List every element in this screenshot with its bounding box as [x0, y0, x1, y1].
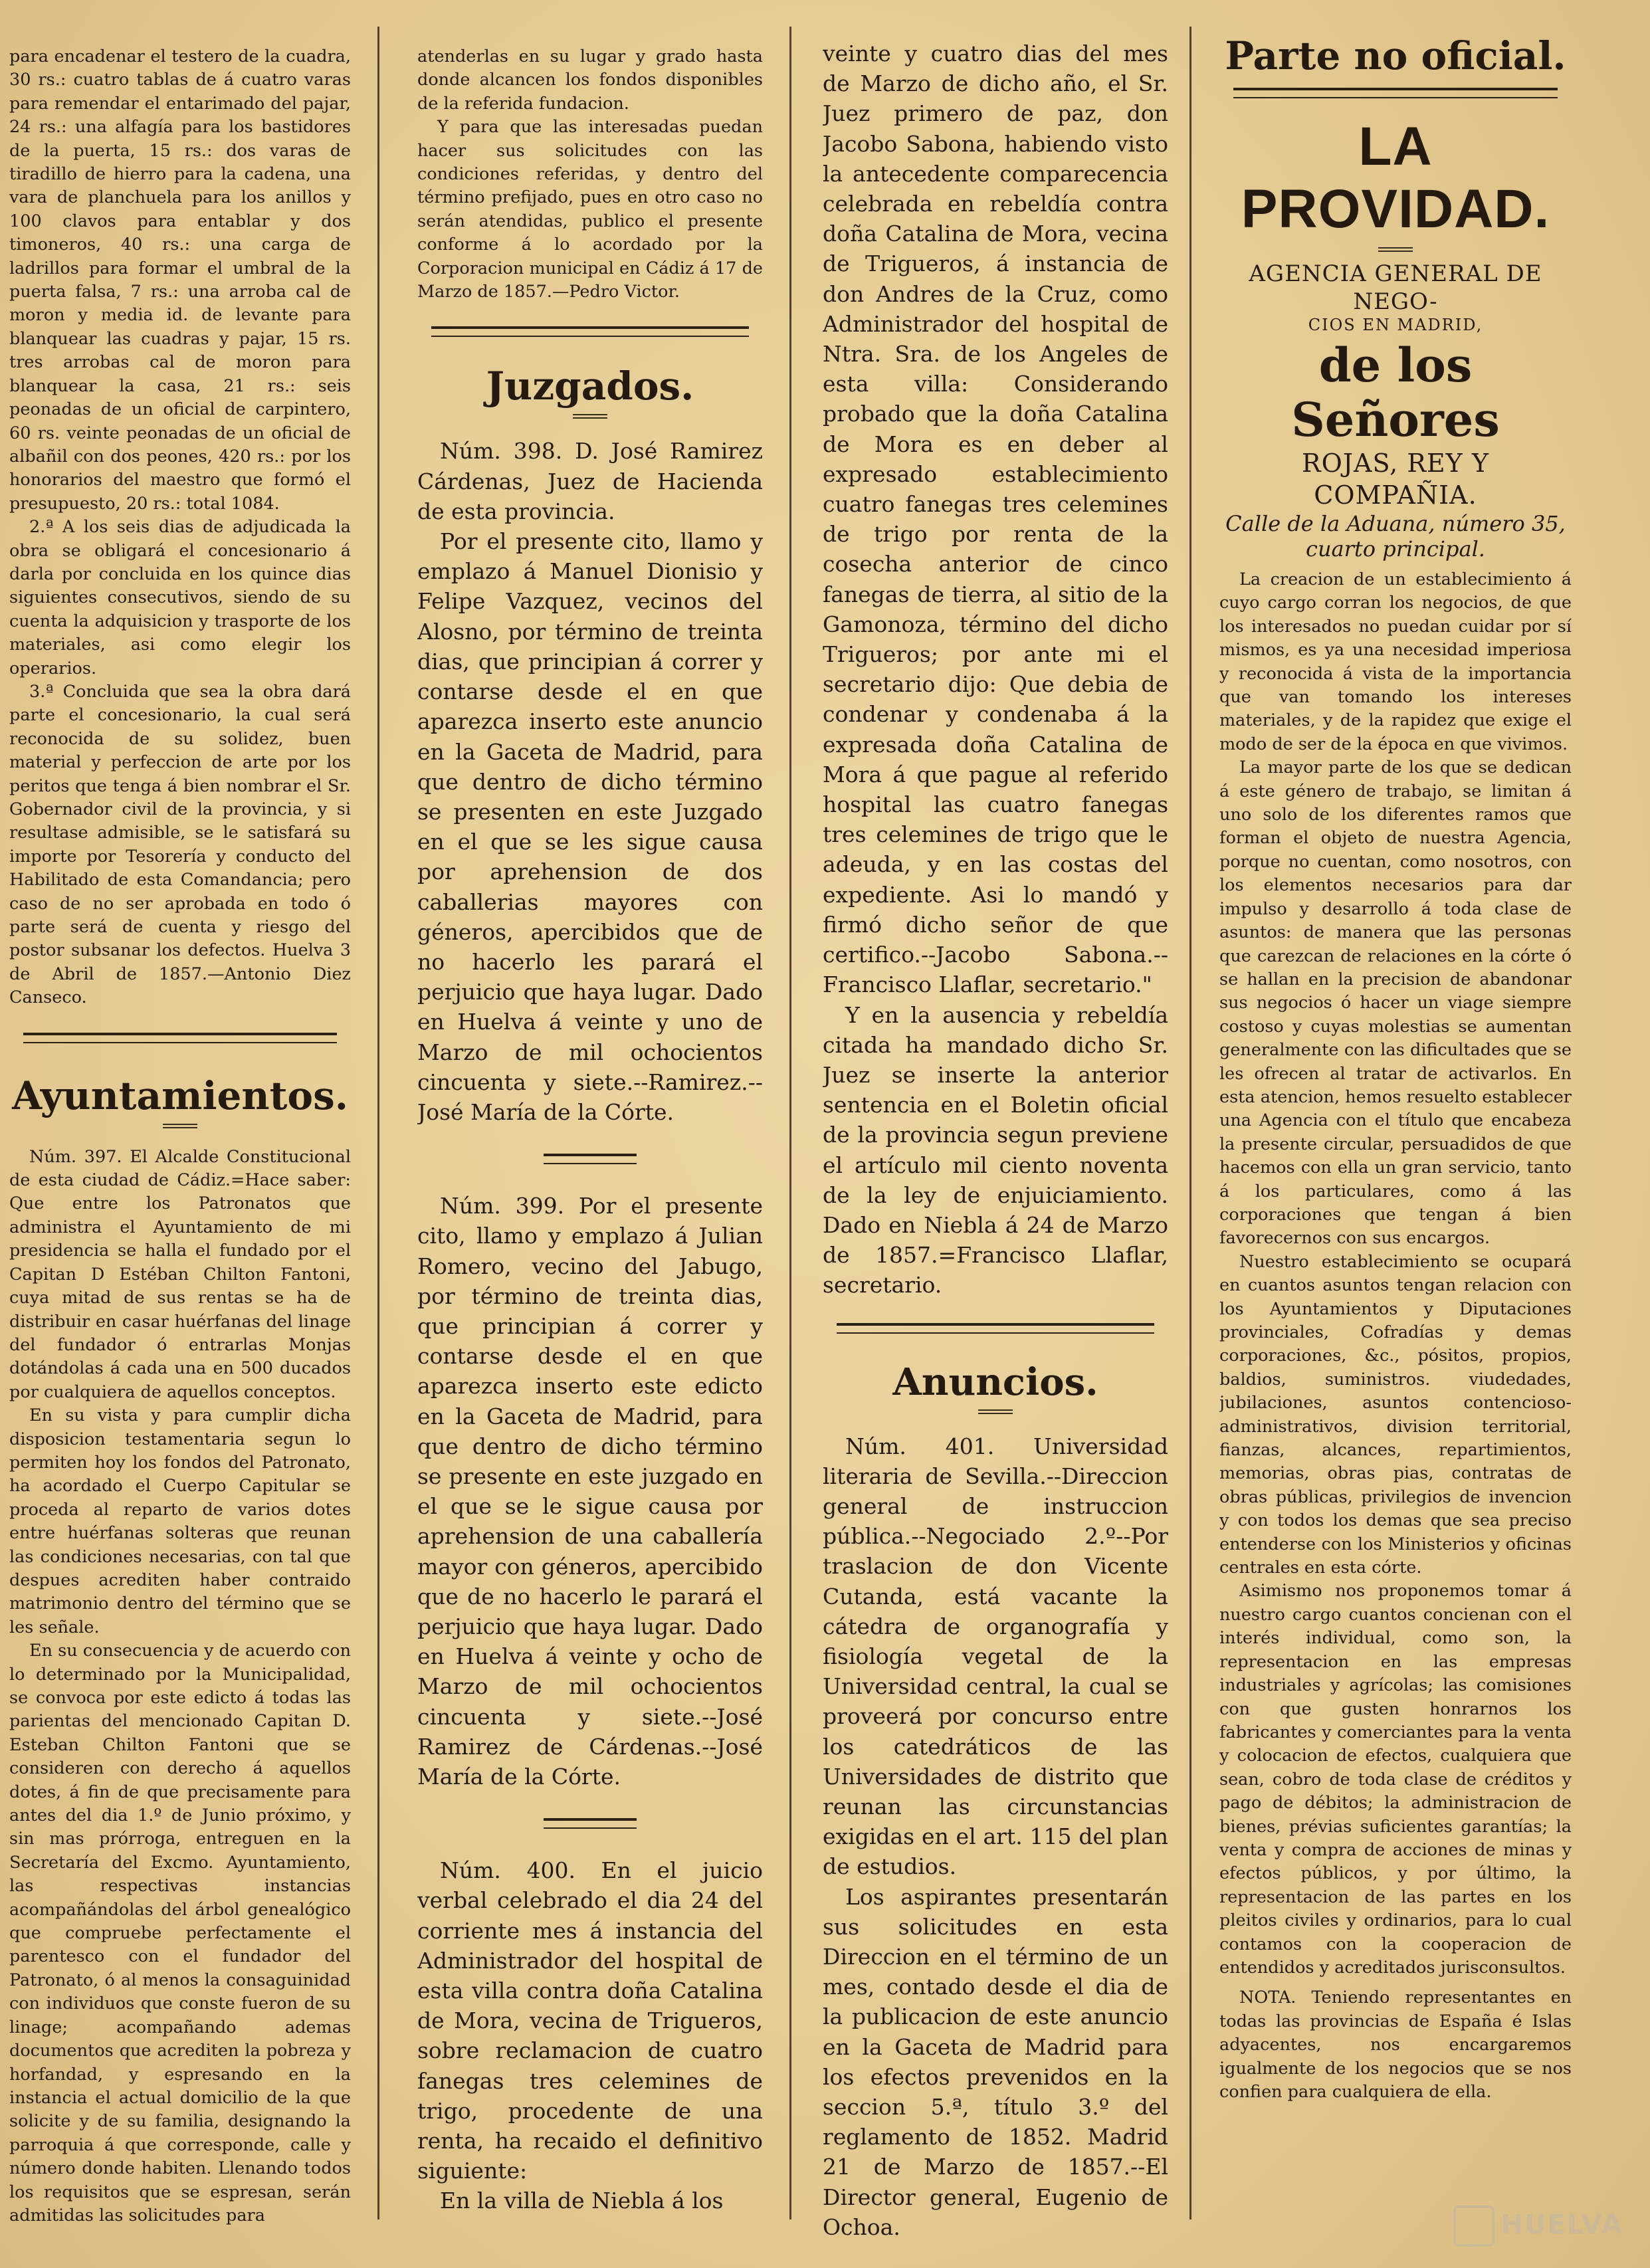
sentence-text: veinte y cuatro dias del mes de Marzo de dicho año, el Sr. Juez primero de paz, don Jacobo Sabona, habiendo visto la antecedente comparecencia celebrada en rebeldía contra doña Catalina de Mora, vecina de Trigueros, á instancia de don Andres de la Cruz, como Administrador del hospital de Ntra. Sra. de los Angeles de esta villa: Considerando probado que la doña Catalina de Mora es en deber al expresado establecimiento cuatro fanegas tres celemines de trigo por renta de la cosecha anterior de cinco fanegas de tierra, al sitio de la Gamonoza, término del dicho Trigueros; por ante mi el secretario dijo: Que debia de condenar y condenaba á la expresada doña Catalina de Mora á que pague al referido hospital las cuatro fanegas tres celemines de trigo que le adeuda, y en las costas del expediente. Asi lo mandó y firmó dicho señor de que certifico.--Jacobo Sabona.--Francisco Llaflar, secretario." [823, 41, 1168, 998]
section-divider [431, 326, 749, 337]
notice-401-p2: Los aspirantes presentarán sus solicitudes en esta Direccion en el término de un mes, contado desde el dia de la publicacion de este anuncio en la Gaceta de Madrid para los efectos prevenidos en la seccion 5.ª, título 3.º del reglamento de 1852. Madrid 21 de Marzo de 1857.--El Director general, Eugenio de Ochoa. [823, 1883, 1168, 2240]
address-line-1: Calle de la Aduana, número 35, [1225, 511, 1566, 536]
agency-brand: LA PROVIDAD. [1241, 116, 1550, 239]
condition-2: 2.ª A los seis dias de adjudicada la obra se obligará el concesionario á darla por concluida en los quince dias siguientes consecutivos, siendo de su cuenta la adquisicion y trasporte de los materiales, asi como elegir los operarios. [9, 517, 351, 678]
heading-underline [978, 1409, 1013, 1414]
notice-400-cont: En la villa de Niebla á los [440, 2188, 724, 2214]
column-rule [789, 27, 791, 2219]
notice-397: Núm. 397. El Alcalde Constitucional de esta ciudad de Cádiz.=Hace saber: Que entre los Patronatos que administra el Ayuntamiento de mi presidencia se halla el fundado por el Capitan D Estéban Chilton Fantoni, cuya mitad de sus rentas se ha de distribuir en casar huérfanas del linage del fundador ó entrarlas Monjas dotándolas á cada una en 500 ducados por cualquiera de aquellos conceptos. [9, 1146, 351, 1402]
heading-underline [573, 414, 607, 419]
section-divider [1233, 88, 1558, 98]
heading-underline [163, 1124, 197, 1128]
firm-name-line-2: ROJAS, REY Y COMPAÑIA. [1302, 449, 1489, 510]
notice-closing: Y para que las interesadas puedan hacer sus solicitudes con las condiciones referidas, y dentro del término prefijado, pues en otro caso no serán atendidas, publico el presente conforme á lo acordado por la Corporacion municipal en Cádiz á 17 de Marzo de 1857.—Pedro Victor. [417, 117, 763, 302]
notice-399: Núm. 399. Por el presente cito, llamo y emplazo á Julian Romero, vecino del Jabugo, por término de treinta dias, que principian á correr y contarse desde el en que aparezca inserto este edicto en la Gaceta de Madrid, para que dentro de dicho término se presente en este juzgado en el que se le sigue causa por aprehension de una caballería mayor con géneros, apercibido que de no hacerlo le parará el perjuicio que haya lugar. Dado en Huelva á veinte y ocho de Marzo de mil ochocientos cincuenta y siete.--José Ramirez de Cárdenas.--José María de la Córte. [417, 1193, 763, 1790]
section-divider [837, 1323, 1154, 1334]
section-heading-juzgados: Juzgados. [486, 363, 694, 409]
agency-nota: NOTA. Teniendo representantes en todas las provincias de España é Islas adyacentes, nos encargaremos igualmente de los negocios que se nos confien para cualquiera de ella. [1219, 1988, 1572, 2102]
archive-watermark [1453, 2206, 1623, 2247]
address-line-2: cuarto principal. [1306, 536, 1485, 562]
firm-name-line-1: de los Señores [1291, 338, 1500, 447]
continued-paragraph: para encadenar el testero de la cuadra, 30 rs.: cuatro tablas de á cuatro varas para remendar el entarimado del pajar, 24 rs.: una alfagía para los bastidores de la puerta, 15 rs.: dos varas de tiradillo de hierro para la cadena, una vara de planchuela para los anillos y 100 clavos para entablar y dos timoneros, 40 rs.: una carga de ladrillos para formar el umbral de la puerta falsa, 7 rs.: una arroba cal de moron y media id. de levante para blanquear las cuadras y pajar, 15 rs. tres arrobas cal de moron para blanquear la casa, 21 rs.: seis peonadas de un oficial de carpintero, 60 rs. veinte peonadas de un oficial de albañil con dos peones, 420 rs.: por los honorarios del maestro que formó el presupuesto, 20 rs.: total 1084. [9, 47, 351, 514]
agency-line-1: AGENCIA GENERAL DE NEGO- [1249, 260, 1542, 315]
notice-398-title: Núm. 398. D. José Ramirez Cárdenas, Juez de Hacienda de esta provincia. [417, 438, 763, 524]
agency-line-2: CIOS EN MADRID, [1308, 316, 1483, 334]
agency-paragraph-4: Asimismo nos proponemos tomar á nuestro cargo cuantos concienan con el interés individual, como son, la representacion en las empresas industriales y agrícolas; las comisiones con que gusten honrarnos los fabricantes y comerciantes para la venta y colocacion de efectos, cualquiera que sean, cobro de toda clase de créditos y pago de débitos; la administracion de bienes, prévias suficientes garantías; la venta y compra de acciones de minas y efectos públicos, y por último, la representacion de las partes en los pleitos civiles y ordinarios, para lo cual contamos con la cooperacion de entendidos y acreditados jurisconsultos. [1219, 1581, 1572, 1978]
condition-3: 3.ª Concluida que sea la obra dará parte el concesionario, la cual será reconocida de su solidez, buen material y perfeccion de arte por los peritos que tenga á bien nombrar el Sr. Gobernador civil de la provincia, y si resultase admisible, se le satisfará su importe por Tesorería y conducto del Habilitado de esta Comandancia; pero caso de no ser aprobada en todo ó parte será de cuenta y riesgo del postor subsanar los defectos. Huelva 3 de Abril de 1857.—Antonio Diez Canseco. [9, 681, 351, 1008]
agency-paragraph-2: La mayor parte de los que se dedican á este género de trabajo, se limitan á uno solo de los diferentes ramos que forman el objeto de nuestra Agencia, porque no cuentan, como nosotros, con los elementos necesarios para dar impulso y desarrollo á toda clase de asuntos: de manera que las personas que carezcan de relaciones en la córte ó se hallan en la precision de abandonar sus negocios ó hacer un viage siempre costoso y cuyas molestias se aumentan generalmente con las dificultades que se les ofrecen al tratar de activarlos. En esta atencion, hemos resuelto establecer una Agencia con el título que encabeza la presente circular, persuadidos de que hacemos con ella un gran servicio, tanto á los particulares, como á las corporaciones que tengan á bien favorecernos con sus encargos. [1219, 758, 1572, 1249]
brand-underline [1378, 247, 1413, 252]
column-rule [1189, 27, 1191, 2219]
notice-398: Por el presente cito, llamo y emplazo á Manuel Dionisio y Felipe Vazquez, vecinos del Alosno, por término de treinta dias, que principian á correr y contarse desde el en que aparezca inserto este anuncio en la Gaceta de Madrid, para que dentro de dicho término se presenten en este Juzgado en el que se les sigue causa por aprehension de dos caballerias mayores con géneros, apercibidos que de no hacerlo les parará el perjuicio que haya lugar. Dado en Huelva á veinte y uno de Marzo de mil ochocientos cincuenta y siete.--Ramirez.--José María de la Córte. [417, 528, 763, 1125]
notice-401: Núm. 401. Universidad literaria de Sevilla.--Direccion general de instruccion pública.--Negociado 2.º--Por traslacion de don Vicente Cutanda, está vacante la cátedra de organografía y fisiología vegetal de la Universidad central, la cual se proveerá por concurso entre los catedráticos de las Universidades de distrito que reunan las circunstancias exigidas en el art. 115 del plan de estudios. [823, 1433, 1168, 1880]
sentence-publication: Y en la ausencia y rebeldía citada ha mandado dicho Sr. Juez se inserte la anterior sentencia en el Boletin oficial de la provincia segun previene el artículo mil ciento noventa de la ley de enjuiciamiento. Dado en Niebla á 24 de Marzo de 1857.=Francisco Llaflar, secretario. [823, 1001, 1168, 1298]
watermark-text: HUELVA [1500, 2210, 1623, 2240]
agency-paragraph-3: Nuestro establecimiento se ocupará en cuantos asuntos tengan relacion con los Ayuntamientos y Diputaciones provinciales, Cofradías y demas corporaciones, &c., pósitos, propios, baldios, suministros. viudedades, jubilaciones, asuntos contencioso-administrativos, division territorial, fianzas, alcances, repartimientos, memorias, obras pias, contratas de obras públicas, privilegios de invencion y con todos los demas que sea preciso entenderse con los Ministerios y oficinas centrales en esta córte. [1219, 1251, 1572, 1578]
column-3 [823, 39, 1168, 2242]
archive-logo-icon [1453, 2206, 1495, 2247]
notice-397-p2: En su vista y para cumplir dicha disposicion testamentaria segun lo permiten hoy los fondos del Patronato, ha acordado el Cuerpo Capitular se proceda al reparto de varios dotes entre huérfanas solteras que reunan las condiciones necesarias, con tal que despues acrediten haber contraido matrimonio dentro del término que se les señale. [9, 1405, 351, 1637]
section-heading-ayuntamientos: Ayuntamientos. [12, 1073, 348, 1118]
section-heading-anuncios: Anuncios. [892, 1360, 1098, 1404]
section-divider [23, 1033, 338, 1043]
notice-divider [544, 1154, 637, 1164]
column-rule [377, 27, 379, 2219]
notice-divider [544, 1818, 637, 1829]
notice-400: Núm. 400. En el juicio verbal celebrado el dia 24 del corriente mes á instancia del Administrador del hospital de esta villa contra doña Catalina de Mora, vecina de Trigueros, sobre reclamacion de cuatro fanegas tres celemines de trigo, procedente de una renta, ha recaido el definitivo siguiente: [417, 1857, 763, 2184]
agency-paragraph-1: La creacion de un establecimiento á cuyo cargo corran los negocios, de que los interesados no puedan cuidar por sí mismos, es ya una necesidad imperiosa y reconocida á vista de la importancia que van tomando los intereses materiales, y de la rapidez que exige el modo de ser de la época en que vivimos. [1219, 569, 1572, 754]
column-4 [1219, 35, 1572, 2104]
notice-397-p3: En su consecuencia y de acuerdo con lo determinado por la Municipalidad, se convoca por este edicto á todas las parientas del mencionado Capitan D. Esteban Chilton Fantoni que se consideren con derecho á aquellos dotes, á fin de que precisamente para antes del dia 1.º de Junio próximo, y sin mas prórroga, entreguen en la Secretaría del Excmo. Ayuntamiento, las respectivas instancias acompañándolas del árbol genealógico que compruebe perfectamente el parentesco con el fundador del Patronato, ó al menos la consaguinidad con individuos que conste fueron de su linage; acompañando ademas documentos que acrediten la pobreza y horfandad, y espresando en la instancia el actual domicilio de la que solicite y de su familia, designando la parroquia á que corresponde, calle y número donde habiten. Llenando todos los requisitos que se espresan, serán admitidas las solicitudes para [9, 1641, 351, 2225]
column-2 [417, 45, 763, 2216]
section-heading-parte-no-oficial: Parte no oficial. [1225, 35, 1566, 78]
column-1 [9, 45, 351, 2227]
continued-paragraph: atenderlas en su lugar y grado hasta donde alcancen los fondos disponibles de la referida fundacion. [417, 47, 763, 114]
